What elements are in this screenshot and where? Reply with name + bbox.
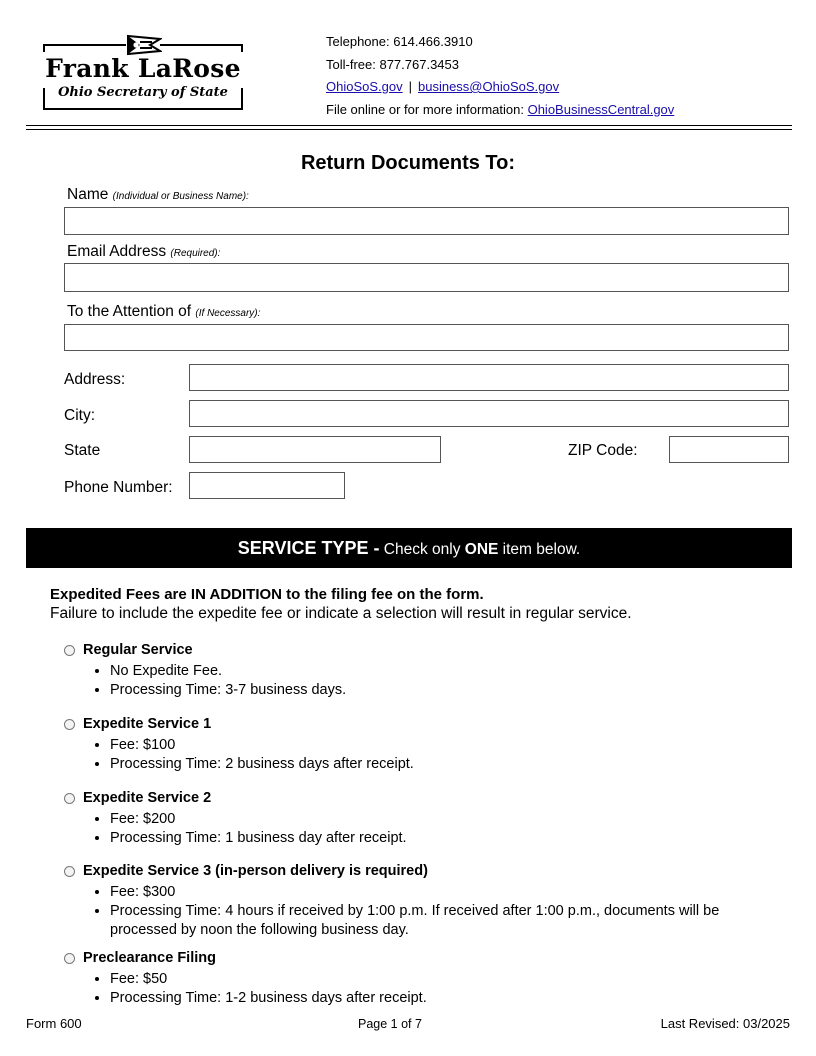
tollfree-text: Toll-free: 877.767.3453 — [326, 56, 459, 72]
zip-field[interactable] — [669, 436, 789, 463]
option-title: Expedite Service 3 (in-person delivery is required) — [83, 863, 428, 879]
city-field[interactable] — [189, 400, 789, 427]
file-online-line — [326, 99, 674, 122]
separator: | — [408, 79, 412, 94]
header-divider — [26, 125, 792, 126]
radio-button-icon[interactable] — [64, 953, 75, 964]
address-field[interactable] — [189, 364, 789, 391]
form-number: Form 600 — [26, 1016, 82, 1031]
city-label: City: — [64, 407, 95, 424]
option-bullet: • Processing Time: 3-7 business days. — [110, 681, 760, 700]
phone-field[interactable] — [189, 472, 345, 499]
attention-label — [67, 303, 260, 321]
return-documents-title: Return Documents To: — [300, 152, 516, 174]
option-details — [92, 810, 760, 848]
attention-label-text: To the Attention of — [67, 303, 192, 320]
option-bullet: • Processing Time: 2 business days after receipt. — [110, 755, 760, 774]
option-details — [92, 662, 760, 700]
option-bullet: • Fee: $100 — [110, 736, 760, 755]
name-label-text: Name — [67, 186, 109, 203]
option-title: Preclearance Filing — [83, 950, 216, 966]
header-divider — [26, 129, 792, 130]
option-title: Expedite Service 1 — [83, 716, 212, 732]
name-label — [67, 186, 249, 204]
state-field[interactable] — [189, 436, 441, 463]
phone-label: Phone Number: — [64, 479, 173, 496]
logo-subtitle: Ohio Secretary of State — [58, 85, 228, 100]
option-bullet: • Fee: $300 — [110, 883, 760, 902]
name-hint: (Individual or Business Name): — [112, 191, 249, 202]
service-type-heading: SERVICE TYPE - — [237, 538, 380, 558]
option-bullet: • Fee: $200 — [110, 810, 760, 829]
instruction-emphasis: ONE — [464, 541, 499, 558]
email-link[interactable]: business@OhioSoS.gov — [418, 79, 560, 94]
website-link[interactable]: OhioSoS.gov — [326, 79, 403, 94]
expedite-note-bold: Expedited Fees are IN ADDITION to the filing fee on the form. — [50, 586, 484, 603]
email-label — [67, 243, 220, 261]
address-label: Address: — [64, 371, 126, 388]
logo-name: Frank LaRose — [45, 54, 241, 83]
name-field[interactable] — [64, 207, 789, 235]
option-bullet: • Fee: $50 — [110, 970, 760, 989]
attention-hint: (If Necessary): — [195, 308, 261, 319]
option-bullet: • Processing Time: 1-2 business days after receipt. — [110, 989, 760, 1008]
radio-button-icon[interactable] — [64, 866, 75, 877]
option-bullet: • Processing Time: 1 business day after receipt. — [110, 829, 760, 848]
option-details — [92, 883, 760, 940]
state-label: State — [64, 442, 101, 459]
logo-frame-line — [160, 44, 243, 46]
email-field[interactable] — [64, 263, 789, 292]
logo-frame-line — [43, 44, 45, 52]
service-type-header — [26, 528, 792, 568]
page-number: Page 1 of 7 — [358, 1017, 422, 1031]
option-bullet: • Processing Time: 4 hours if received by 1:00 p.m. If received after 1:00 p.m., documents will be processed by noon the following business day. — [110, 902, 760, 940]
option-bullet: • No Expedite Fee. — [110, 662, 760, 681]
secretary-of-state-logo — [38, 32, 248, 114]
radio-button-icon[interactable] — [64, 719, 75, 730]
option-title: Expedite Service 2 — [83, 790, 212, 806]
radio-button-icon[interactable] — [64, 793, 75, 804]
last-revised: Last Revised: 03/2025 — [660, 1016, 790, 1031]
radio-button-icon[interactable] — [64, 645, 75, 656]
instruction-text: item below. — [498, 541, 581, 558]
expedite-note: Failure to include the expedite fee or indicate a selection will result in regular service. — [50, 605, 632, 622]
email-label-text: Email Address — [67, 243, 167, 260]
logo-frame-line — [241, 44, 243, 52]
logo-frame-line — [43, 108, 243, 110]
web-email-line — [326, 76, 674, 99]
option-details — [92, 736, 760, 774]
file-online-text: File online or for more information: — [326, 101, 528, 117]
service-type-instruction — [384, 541, 580, 558]
attention-field[interactable] — [64, 324, 789, 351]
telephone-text: Telephone: 614.466.3910 — [326, 34, 473, 49]
email-hint: (Required): — [170, 248, 221, 259]
business-central-link[interactable]: OhioBusinessCentral.gov — [527, 101, 675, 117]
option-details — [92, 970, 760, 1008]
option-title: Regular Service — [83, 642, 193, 658]
instruction-text: Check only — [383, 541, 465, 558]
ohio-burgee-icon — [126, 34, 162, 56]
zip-label: ZIP Code: — [568, 442, 638, 459]
contact-info — [326, 31, 674, 121]
logo-frame-line — [43, 44, 126, 46]
